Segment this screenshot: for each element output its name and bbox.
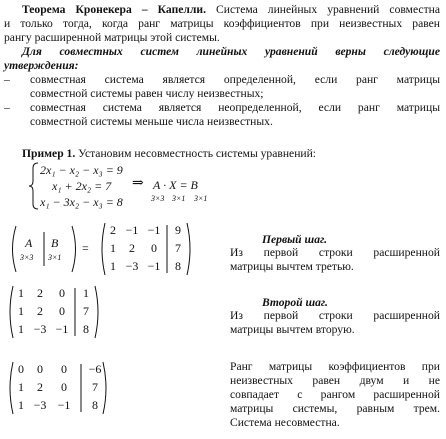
bullet-2-line-1: совместная система является неопределенной, если ранг матрицы [30, 101, 440, 114]
matrix-cell: 1 [18, 380, 24, 394]
matrix-cell: 2 [37, 380, 43, 394]
matrix-cell: 1 [18, 398, 24, 412]
bullet-list [4, 73, 440, 129]
matrix-cell: −1 [147, 259, 161, 273]
equation-2: x₁ + 2x₂ = 7 [52, 179, 112, 193]
bullet-dash: – [4, 73, 10, 86]
theorem-title: Теорема Кронекера – Капелли. [22, 3, 206, 16]
bullet-1-line-1: совместная система является определенной, если ранг матрицы [30, 73, 440, 86]
system-brace [28, 162, 40, 210]
matrix-cell: 1 [18, 304, 24, 318]
matrix-cell: 9 [175, 223, 181, 237]
matrix-2 [8, 285, 100, 339]
step-1-title: Первый шаг. [262, 233, 328, 246]
matrix-cell: 1 [18, 322, 24, 336]
bullet-1-line-2: совместной системы равен числу неизвестных; [30, 87, 264, 100]
equals-sign: = [82, 241, 89, 255]
conclusion-line-2: неизвестных равен двум и не [230, 374, 440, 387]
matrix-cell: 2 [37, 286, 43, 300]
matrix-cell: 7 [175, 241, 181, 255]
matrix-3 [8, 361, 108, 415]
step-1-line-1: Из первой строки расширенной [230, 246, 440, 259]
matrix-cell: −3 [125, 259, 139, 273]
matrix-cell: 2 [110, 223, 116, 237]
implies-arrow: ⇒ [132, 176, 144, 191]
matrix-cell: 0 [59, 304, 65, 318]
rule-line-1: Для совместных систем линейных уравнений верны следующие [22, 45, 440, 58]
matrix-1 [100, 222, 192, 276]
theorem-line1-text: Система линейных уравнений совместна [216, 3, 440, 16]
dim-A: 3×3 [151, 194, 165, 203]
matrix-cell: 1 [83, 286, 89, 300]
matrix-cell: −6 [88, 362, 102, 376]
dim-B: 3×1 [194, 194, 208, 203]
conclusion-line-4: матрицы системы, равным трем. [230, 402, 440, 415]
matrix-cell: 1 [110, 259, 116, 273]
matrix-cell: 0 [61, 362, 67, 376]
equation-3: x₁ − 3x₂ − x₃ = 8 [40, 195, 123, 209]
label-A: A [25, 236, 33, 250]
matrix-cell: 0 [18, 362, 24, 376]
matrix-cell: −3 [33, 322, 47, 336]
step-2-line-2: матрицы вычтем вторую. [230, 323, 355, 336]
label-dimA: 3×3 [20, 253, 34, 262]
matrix-cell: 8 [175, 259, 181, 273]
matrix-cell: 1 [110, 241, 116, 255]
conclusion-line-5: Система несовместна. [230, 416, 340, 429]
label-B: B [51, 236, 59, 250]
matrix-cell: 8 [83, 322, 89, 336]
example-header [22, 147, 316, 161]
example-text: Установим несовместность системы уравнений: [78, 147, 317, 160]
matrix-cell: 7 [92, 380, 98, 394]
step-2-line-1: Из первой строки расширенной [230, 309, 440, 322]
theorem-line-1 [22, 3, 440, 17]
step-2-title: Второй шаг. [262, 296, 328, 309]
matrix-cell: 0 [59, 286, 65, 300]
augmented-label [8, 224, 98, 274]
matrix-cell: 0 [61, 380, 67, 394]
theorem-line-3: рангу расширенной матрицы этой системы. [4, 31, 220, 44]
conclusion-line-1: Ранг матрицы коэффициентов при [230, 360, 440, 373]
matrix-cell: −3 [33, 398, 47, 412]
equation-1: 2x₁ − x₂ − x₃ = 9 [40, 163, 123, 177]
matrix-cell: 0 [37, 362, 43, 376]
matrix-cell: −1 [125, 223, 139, 237]
rule-line-2: утверждения: [4, 59, 79, 72]
bullet-2-line-2: совместной системы меньше числа неизвестных. [30, 115, 273, 128]
matrix-cell: 1 [18, 286, 24, 300]
theorem-line-2: и только тогда, когда ранг матрицы коэффициентов при неизвестных равен [4, 17, 440, 30]
matrix-cell: −1 [55, 322, 69, 336]
matrix-cell: 2 [129, 241, 135, 255]
conclusion-line-3: совпадает с рангом расширенной [230, 388, 440, 401]
matrix-cell: 0 [151, 241, 157, 255]
matrix-cell: −1 [147, 223, 161, 237]
bullet-dash: – [4, 101, 10, 114]
augmented-parens [8, 224, 80, 274]
matrix-cell: −1 [57, 398, 71, 412]
dim-X: 3×1 [172, 194, 186, 203]
label-dimB: 3×1 [48, 253, 62, 262]
matrix-cell: 2 [37, 304, 43, 318]
step-1-line-2: матрицы вычтем третью. [230, 260, 354, 273]
matrix-cell: 8 [92, 398, 98, 412]
matrix-equation: A · X = B [153, 178, 198, 192]
example-label: Пример 1. [22, 147, 76, 160]
matrix-cell: 7 [83, 304, 89, 318]
